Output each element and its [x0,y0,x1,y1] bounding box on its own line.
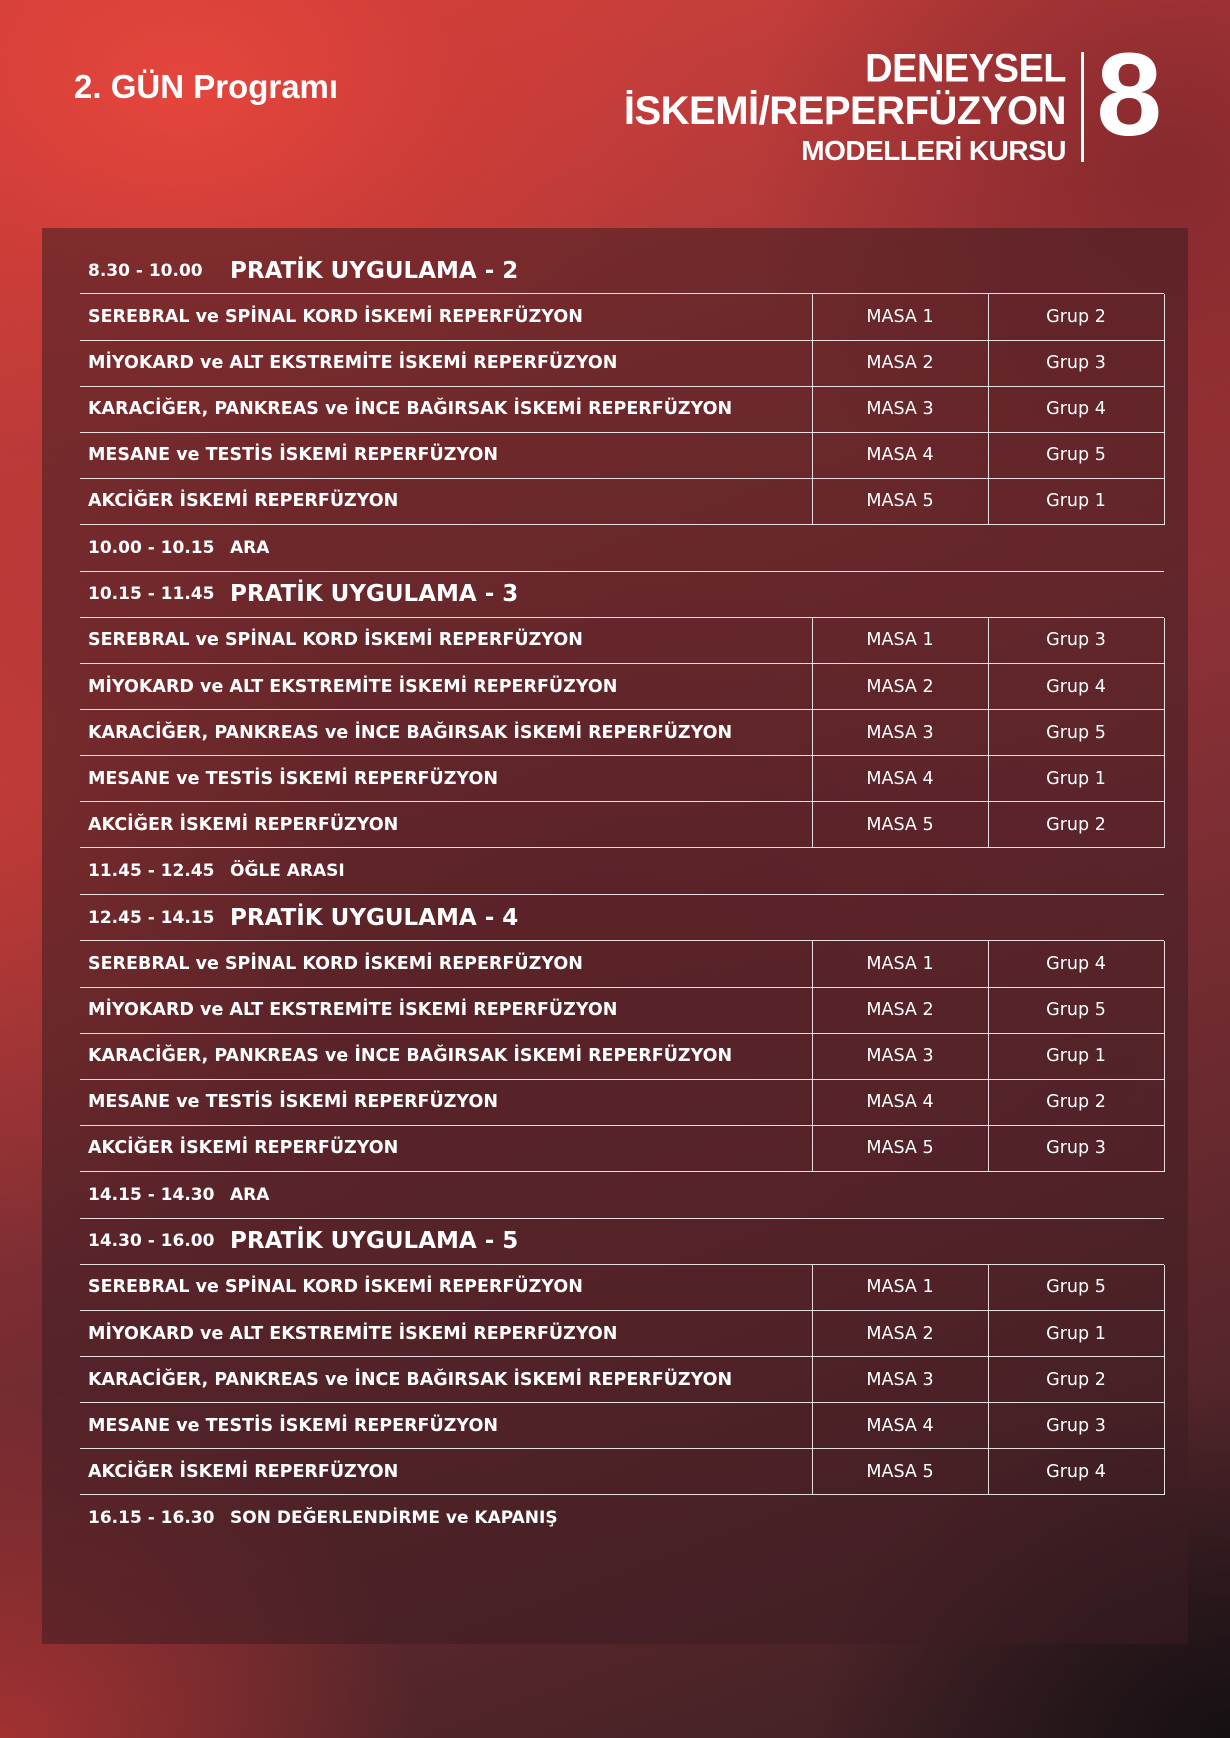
session-header [80,895,1164,941]
session-header [80,572,1164,618]
station-table [80,941,1165,1172]
grup-cell: Grup 5 [988,1265,1164,1311]
grup-cell: Grup 4 [988,941,1164,987]
session-time: 10.15 - 11.45 [88,584,215,604]
masa-cell: MASA 3 [812,386,988,432]
table-row [80,802,1164,848]
session-label: PRATİK UYGULAMA - 2 [230,257,519,284]
table-row [80,340,1164,386]
topic-cell: MESANE ve TESTİS İSKEMİ REPERFÜZYON [80,432,812,478]
masa-cell: MASA 1 [812,618,988,664]
station-table [80,618,1165,849]
session-label: PRATİK UYGULAMA - 3 [230,581,519,607]
masa-cell: MASA 1 [812,294,988,340]
grup-cell: Grup 2 [988,802,1164,848]
masa-cell: MASA 2 [812,987,988,1033]
table-row [80,987,1164,1033]
table-row [80,1125,1164,1171]
masa-cell: MASA 4 [812,1079,988,1125]
grup-cell: Grup 5 [988,432,1164,478]
table-row [80,1033,1164,1079]
grup-cell: Grup 1 [988,1311,1164,1357]
grup-cell: Grup 3 [988,340,1164,386]
table-row [80,478,1164,524]
session-label: ARA [230,537,270,558]
session-label: SON DEĞERLENDİRME ve KAPANIŞ [230,1508,558,1528]
topic-cell: SEREBRAL ve SPİNAL KORD İSKEMİ REPERFÜZYON [80,1265,812,1311]
masa-cell: MASA 1 [812,941,988,987]
grup-cell: Grup 1 [988,478,1164,524]
session-time: 12.45 - 14.15 [88,907,215,928]
table-row [80,1449,1164,1495]
session-label: ARA [230,1184,270,1205]
session-time: 10.00 - 10.15 [88,537,215,558]
topic-cell: KARACİĞER, PANKREAS ve İNCE BAĞIRSAK İSKEMİ REPERFÜZYON [80,710,812,756]
topic-cell: KARACİĞER, PANKREAS ve İNCE BAĞIRSAK İSKEMİ REPERFÜZYON [80,1357,812,1403]
masa-cell: MASA 2 [812,1311,988,1357]
grup-cell: Grup 4 [988,664,1164,710]
masa-cell: MASA 4 [812,756,988,802]
grup-cell: Grup 3 [988,618,1164,664]
topic-cell: AKCİĞER İSKEMİ REPERFÜZYON [80,478,812,524]
grup-cell: Grup 4 [988,386,1164,432]
session-label: ÖĞLE ARASI [230,861,345,881]
masa-cell: MASA 3 [812,1033,988,1079]
masa-cell: MASA 4 [812,432,988,478]
logo-line-2: İSKEMİ/REPERFÜZYON [623,89,1066,133]
grup-cell: Grup 3 [988,1403,1164,1449]
break-row [80,848,1164,895]
break-row [80,1172,1164,1219]
topic-cell: MİYOKARD ve ALT EKSTREMİTE İSKEMİ REPERFÜZYON [80,340,812,386]
closing-row [80,1495,1164,1541]
topic-cell: MİYOKARD ve ALT EKSTREMİTE İSKEMİ REPERFÜZYON [80,987,812,1033]
session-time: 8.30 - 10.00 [88,260,203,281]
table-row [80,664,1164,710]
masa-cell: MASA 4 [812,1403,988,1449]
grup-cell: Grup 1 [988,1033,1164,1079]
topic-cell: KARACİĞER, PANKREAS ve İNCE BAĞIRSAK İSKEMİ REPERFÜZYON [80,1033,812,1079]
masa-cell: MASA 3 [812,710,988,756]
break-row [80,525,1164,572]
grup-cell: Grup 1 [988,756,1164,802]
topic-cell: KARACİĞER, PANKREAS ve İNCE BAĞIRSAK İSKEMİ REPERFÜZYON [80,386,812,432]
grup-cell: Grup 5 [988,710,1164,756]
logo-number: 8 [1096,29,1162,161]
masa-cell: MASA 2 [812,340,988,386]
masa-cell: MASA 1 [812,1265,988,1311]
grup-cell: Grup 3 [988,1125,1164,1171]
topic-cell: SEREBRAL ve SPİNAL KORD İSKEMİ REPERFÜZYON [80,618,812,664]
masa-cell: MASA 5 [812,1449,988,1495]
table-row [80,1079,1164,1125]
table-row [80,1403,1164,1449]
station-table [80,294,1165,525]
table-row [80,1265,1164,1311]
logo-line-3: MODELLERİ KURSU [801,135,1066,166]
topic-cell: MESANE ve TESTİS İSKEMİ REPERFÜZYON [80,756,812,802]
table-row [80,1311,1164,1357]
page-title: 2. GÜN Programı [74,68,339,105]
station-table [80,1265,1165,1496]
masa-cell: MASA 5 [812,1125,988,1171]
session-time: 14.30 - 16.00 [88,1231,215,1251]
session-label: PRATİK UYGULAMA - 4 [230,904,519,931]
topic-cell: AKCİĞER İSKEMİ REPERFÜZYON [80,1125,812,1171]
topic-cell: MİYOKARD ve ALT EKSTREMİTE İSKEMİ REPERFÜZYON [80,1311,812,1357]
logo-line-1: DENEYSEL [865,46,1066,92]
masa-cell: MASA 3 [812,1357,988,1403]
session-time: 16.15 - 16.30 [88,1508,215,1528]
table-row [80,941,1164,987]
grup-cell: Grup 5 [988,987,1164,1033]
session-time: 11.45 - 12.45 [88,861,215,881]
grup-cell: Grup 2 [988,1357,1164,1403]
table-row [80,756,1164,802]
table-row [80,294,1164,340]
grup-cell: Grup 4 [988,1449,1164,1495]
schedule [80,248,1164,1541]
topic-cell: MESANE ve TESTİS İSKEMİ REPERFÜZYON [80,1079,812,1125]
masa-cell: MASA 5 [812,802,988,848]
session-time: 14.15 - 14.30 [88,1184,215,1205]
logo-divider [1081,52,1084,162]
topic-cell: MESANE ve TESTİS İSKEMİ REPERFÜZYON [80,1403,812,1449]
table-row [80,386,1164,432]
session-header [80,248,1164,294]
masa-cell: MASA 5 [812,478,988,524]
topic-cell: MİYOKARD ve ALT EKSTREMİTE İSKEMİ REPERFÜZYON [80,664,812,710]
topic-cell: SEREBRAL ve SPİNAL KORD İSKEMİ REPERFÜZYON [80,941,812,987]
table-row [80,1357,1164,1403]
topic-cell: SEREBRAL ve SPİNAL KORD İSKEMİ REPERFÜZYON [80,294,812,340]
grup-cell: Grup 2 [988,1079,1164,1125]
topic-cell: AKCİĞER İSKEMİ REPERFÜZYON [80,1449,812,1495]
logo-text [623,46,1066,166]
masa-cell: MASA 2 [812,664,988,710]
topic-cell: AKCİĞER İSKEMİ REPERFÜZYON [80,802,812,848]
table-row [80,710,1164,756]
grup-cell: Grup 2 [988,294,1164,340]
table-row [80,432,1164,478]
table-row [80,618,1164,664]
session-header [80,1219,1164,1265]
session-label: PRATİK UYGULAMA - 5 [230,1228,519,1254]
